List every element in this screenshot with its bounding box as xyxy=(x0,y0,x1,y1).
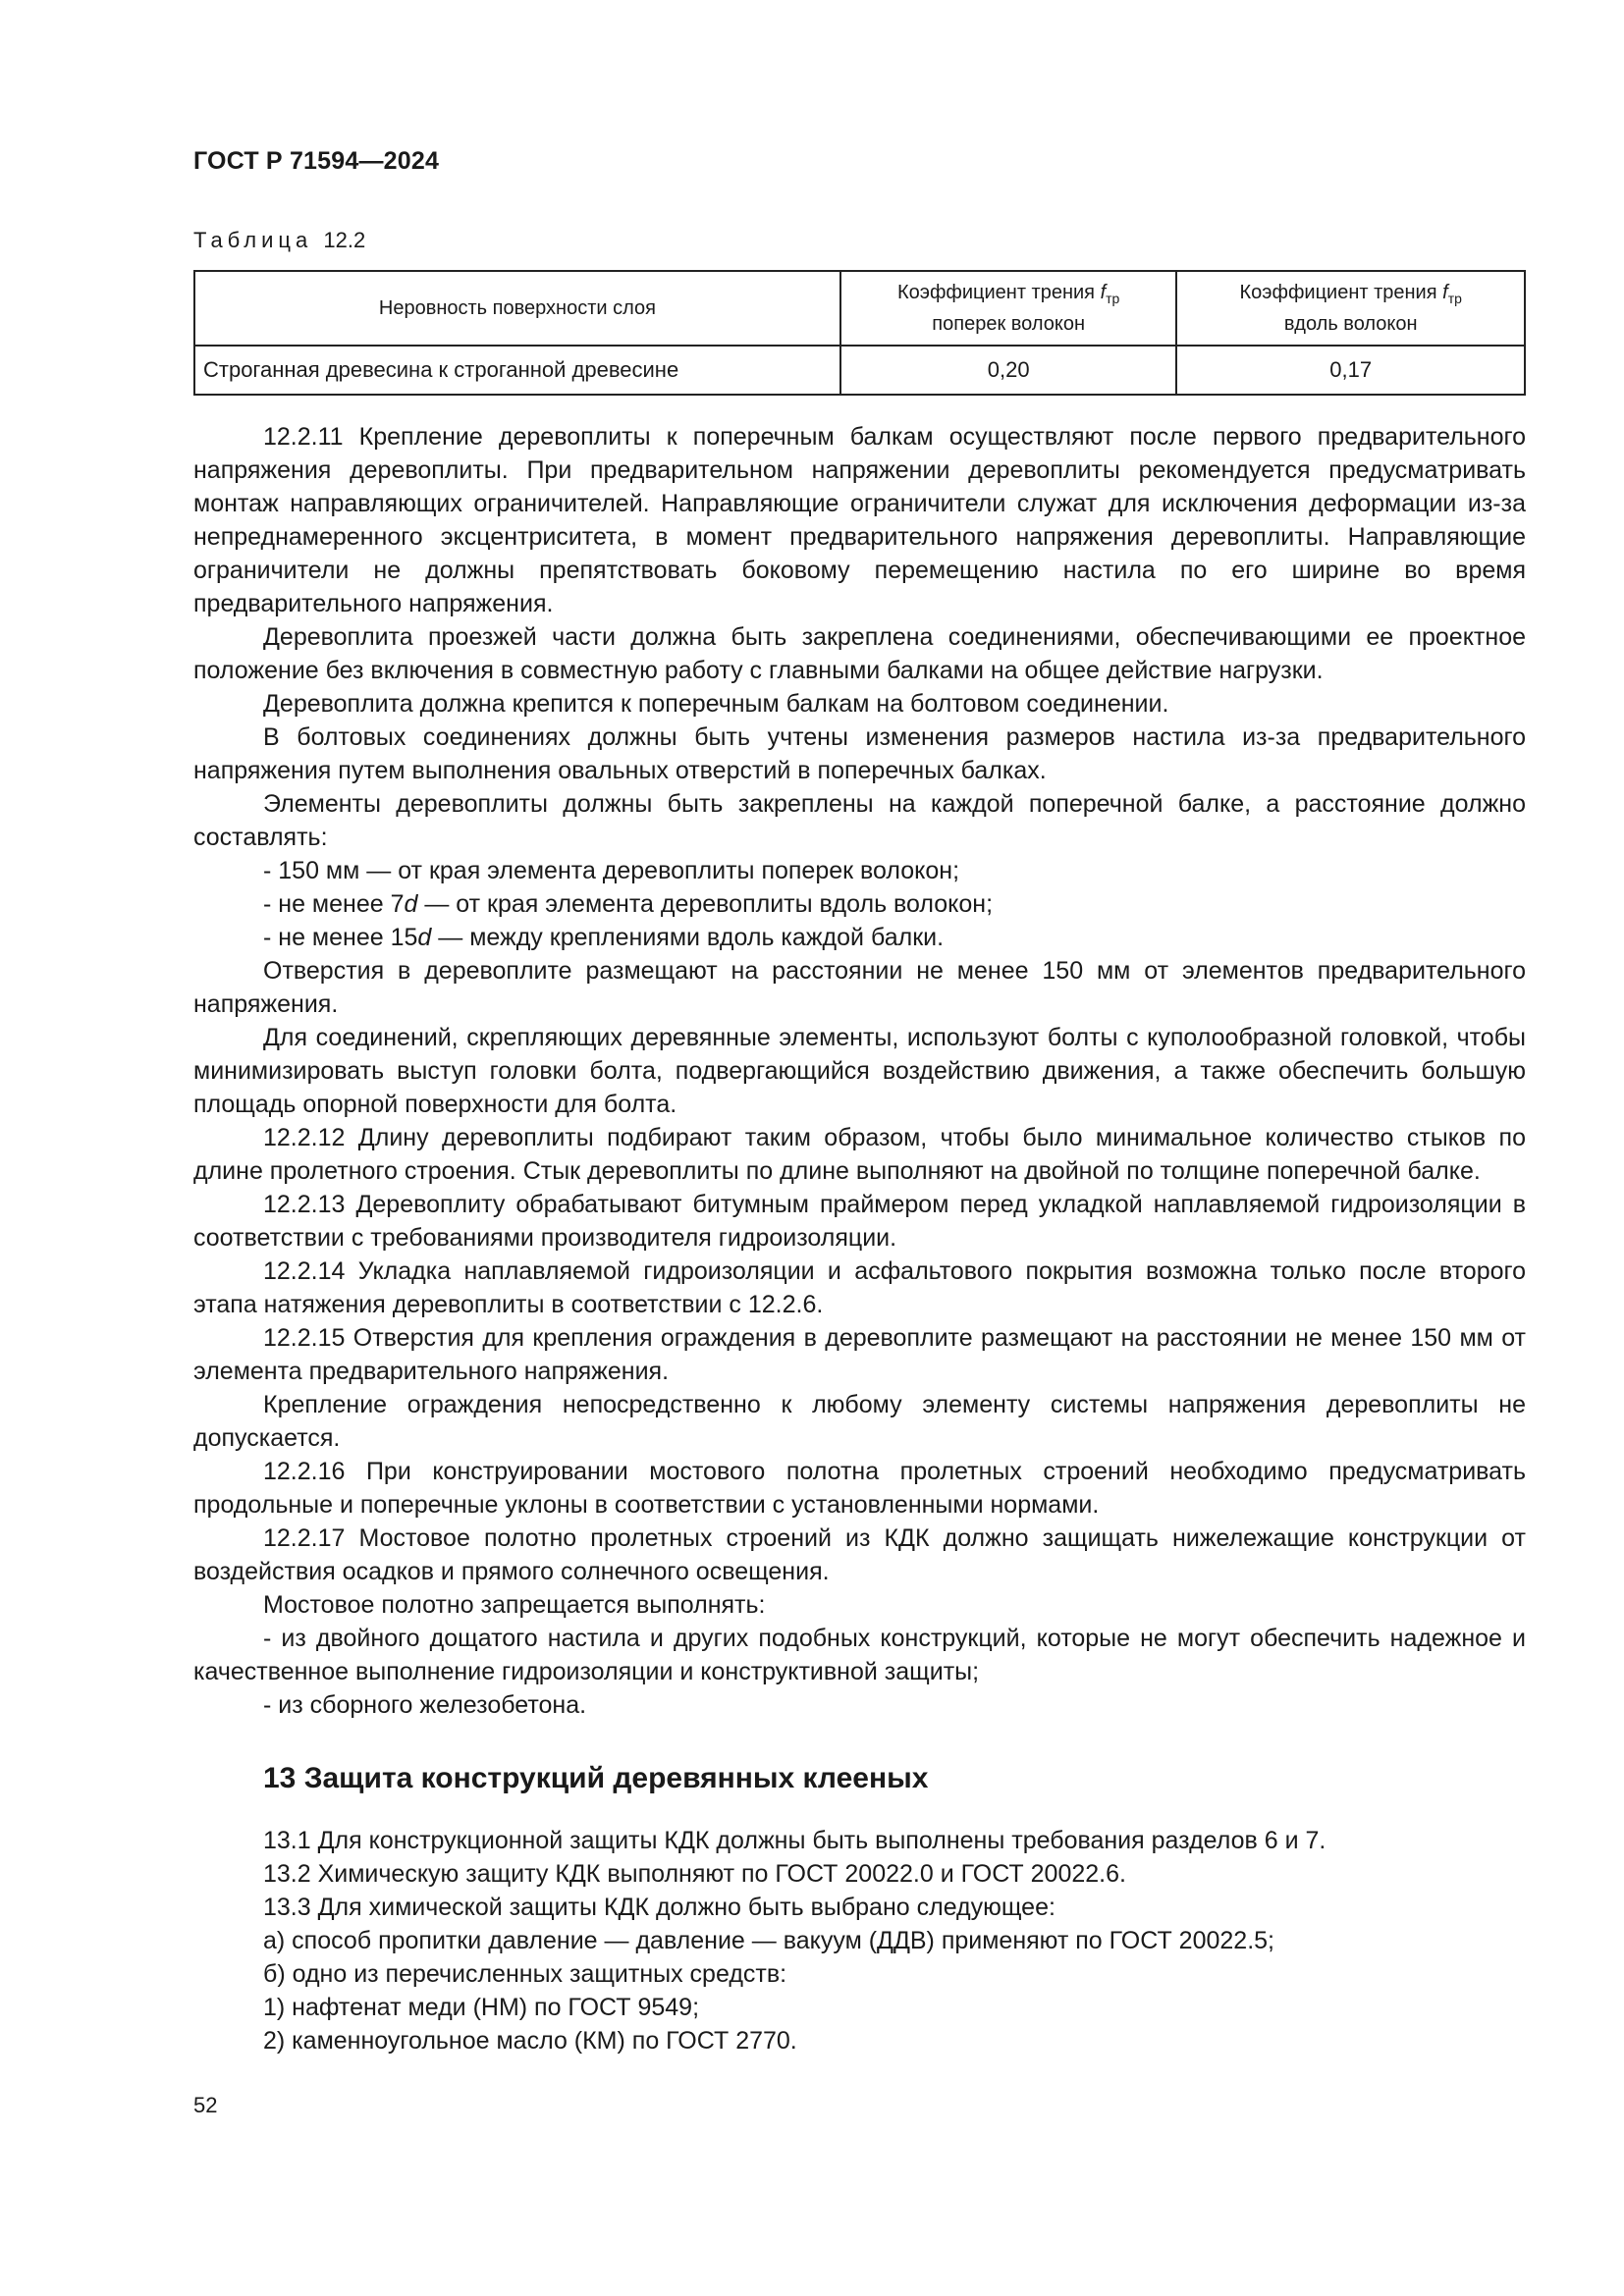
paragraph: В болтовых соединениях должны быть учтены изменения размеров настила из-за предварительного напряжения путем выполнения овальных отверстий в поперечных балках. xyxy=(193,723,1526,784)
table-header-row xyxy=(194,271,1525,346)
list-item: б) одно из перечисленных защитных средств: xyxy=(263,1960,787,1988)
header-friction-across: Коэффициент трения $f_{тр}$ поперек волокон xyxy=(840,271,1177,346)
header-friction-along: Коэффициент трения $f_{тр}$ вдоль волокон xyxy=(1176,271,1525,346)
paragraph-12-2-11: 12.2.11 Крепление деревоплиты к поперечным балкам осуществляют после первого предварительного напряжения деревоплиты. При предварительном напряжении деревоплиты рекомендуется предусматривать монтаж направляющих ограничителей. Направляющие ограничители служат для исключения деформации из-за непреднамеренного эксцентриситета, в момент предварительного напряжения деревоплиты. Направляющие ограничители не должны препятствовать боковому перемещению настила по его ширине во время предварительного напряжения. xyxy=(193,423,1526,617)
list-item: 1) нафтенат меди (НМ) по ГОСТ 9549; xyxy=(263,1994,700,2021)
paragraph-12-2-13: 12.2.13 Деревоплиту обрабатывают битумным праймером перед укладкой наплавляемой гидроизоляции в соответствии с требованиями производителя гидроизоляции. xyxy=(193,1191,1526,1252)
paragraph-12-2-17: 12.2.17 Мостовое полотно пролетных строений из КДК должно защищать нижележащие конструкции от воздействия осадков и прямого солнечного освещения. xyxy=(193,1524,1526,1585)
paragraph-12-2-16: 12.2.16 При конструировании мостового полотна пролетных строений необходимо предусматривать продольные и поперечные уклоны в соответствии с установленными нормами. xyxy=(193,1458,1526,1519)
page-number: 52 xyxy=(193,2093,218,2117)
paragraph-13-3: 13.3 Для химической защиты КДК должно быть выбрано следующее: xyxy=(263,1894,1056,1921)
paragraph: Мостовое полотно запрещается выполнять: xyxy=(263,1591,766,1619)
body-text xyxy=(193,420,1526,2057)
table-row xyxy=(194,346,1525,395)
cell-friction-along: 0,17 xyxy=(1176,346,1525,395)
list-item: - не менее 15d — между креплениями вдоль каждой балки. xyxy=(263,924,945,951)
list-item: - не менее 7d — от края элемента деревоплиты вдоль волокон; xyxy=(263,890,994,918)
paragraph: Элементы деревоплиты должны быть закреплены на каждой поперечной балке, а расстояние должно составлять: xyxy=(193,790,1526,851)
table-caption xyxy=(193,228,365,253)
paragraph: Деревоплита проезжей части должна быть закреплена соединениями, обеспечивающими ее проектное положение без включения в совместную работу с главными балками на общее действие нагрузки. xyxy=(193,623,1526,684)
table-caption-label: Таблица xyxy=(193,228,313,252)
list-item: - из двойного дощатого настила и других подобных конструкций, которые не могут обеспечить надежное и качественное выполнение гидроизоляции и конструктивной защиты; xyxy=(193,1625,1526,1685)
document-header: ГОСТ Р 71594—2024 xyxy=(193,147,440,175)
cell-friction-across: 0,20 xyxy=(840,346,1177,395)
paragraph-13-2: 13.2 Химическую защиту КДК выполняют по ГОСТ 20022.0 и ГОСТ 20022.6. xyxy=(263,1860,1126,1888)
paragraph-13-1: 13.1 Для конструкционной защиты КДК должны быть выполнены требования разделов 6 и 7. xyxy=(263,1827,1326,1854)
cell-surface: Строганная древесина к строганной древесине xyxy=(194,346,840,395)
list-item: 2) каменноугольное масло (КМ) по ГОСТ 2770. xyxy=(263,2027,797,2055)
section-heading: 13 Защита конструкций деревянных клееных xyxy=(263,1762,929,1794)
paragraph: Для соединений, скрепляющих деревянные элементы, используют болты с куполообразной головкой, чтобы минимизировать выступ головки болта, подвергающийся воздействию движения, а также обеспечить большую площадь опорной поверхности для болта. xyxy=(193,1024,1526,1118)
paragraph-12-2-15: 12.2.15 Отверстия для крепления ограждения в деревоплите размещают на расстоянии не менее 150 мм от элемента предварительного напряжения. xyxy=(193,1324,1526,1385)
paragraph-12-2-14: 12.2.14 Укладка наплавляемой гидроизоляции и асфальтового покрытия возможна только после второго этапа натяжения деревоплиты в соответствии с 12.2.6. xyxy=(193,1257,1526,1318)
list-item: - из сборного железобетона. xyxy=(263,1691,587,1719)
list-item: а) способ пропитки давление — давление — вакуум (ДДВ) применяют по ГОСТ 20022.5; xyxy=(263,1927,1274,1954)
paragraph: Отверстия в деревоплите размещают на расстоянии не менее 150 мм от элементов предварительного напряжения. xyxy=(193,957,1526,1018)
paragraph: Деревоплита должна крепится к поперечным балкам на болтовом соединении. xyxy=(263,690,1169,718)
paragraph-12-2-12: 12.2.12 Длину деревоплиты подбирают таким образом, чтобы было минимальное количество стыков по длине пролетного строения. Стык деревоплиты по длине выполняют на двойной по толщине поперечной балке. xyxy=(193,1124,1526,1185)
list-item: - 150 мм — от края элемента деревоплиты поперек волокон; xyxy=(263,857,960,884)
friction-table xyxy=(193,270,1526,396)
paragraph: Крепление ограждения непосредственно к любому элементу системы напряжения деревоплиты не допускается. xyxy=(193,1391,1526,1452)
table-caption-number: 12.2 xyxy=(323,228,366,252)
header-surface: Неровность поверхности слоя xyxy=(194,271,840,346)
